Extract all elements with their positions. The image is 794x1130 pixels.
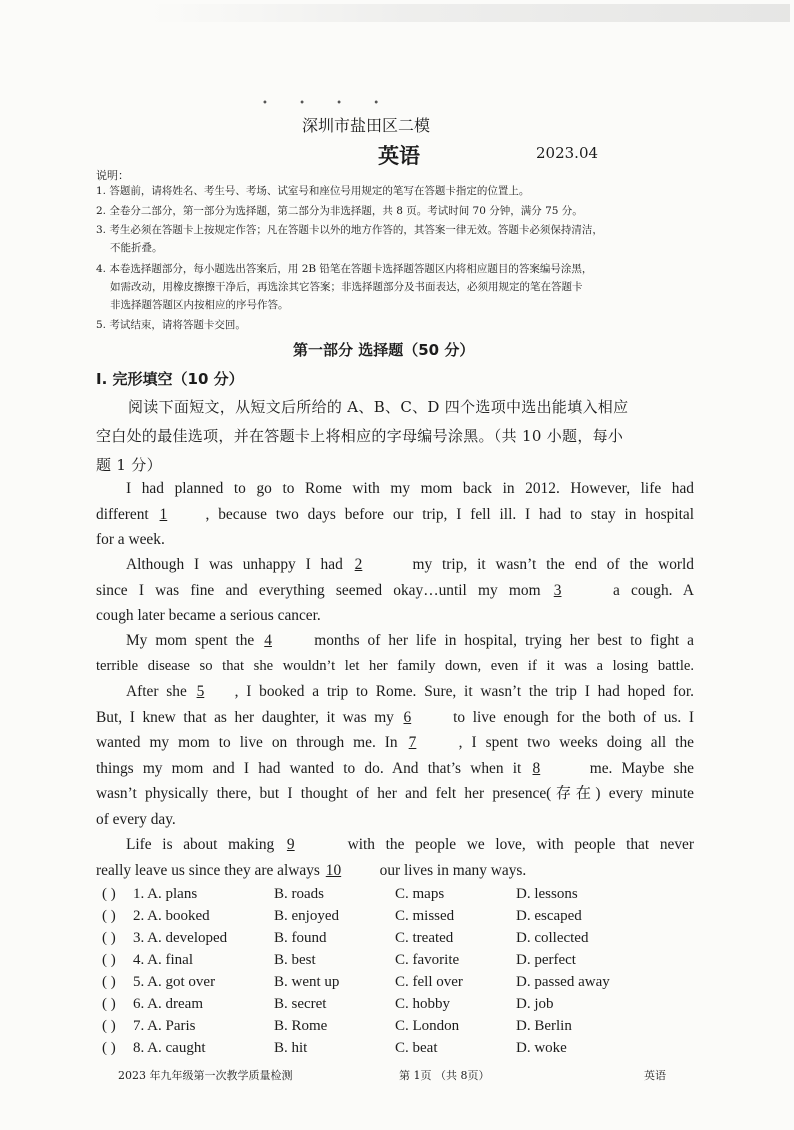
option-a: 1. A. plans	[133, 886, 198, 902]
option-b: B. found	[274, 930, 327, 946]
option-a: 7. A. Paris	[133, 1018, 196, 1034]
note-item: 4. 本卷选择题部分，每小题选出答案后，用 2B 铅笔在答题卡选择题答题区内将相应题目的答案编号涂黑，	[96, 263, 593, 275]
option-row	[96, 886, 696, 908]
option-d: D. job	[516, 996, 554, 1012]
passage-text: me. Maybe she	[589, 759, 694, 777]
blank-4: 4	[264, 632, 272, 649]
footer-page-number: 第 1页 （共 8页）	[399, 1069, 490, 1082]
option-d: D. lessons	[516, 886, 578, 902]
notes-heading: 说明：	[96, 169, 129, 182]
passage-text: , I booked a trip to Rome. Sure, it wasn’t the trip I had hoped for.	[234, 683, 694, 700]
answer-paren: ( )	[102, 908, 116, 924]
option-d: D. Berlin	[516, 1018, 572, 1034]
passage-line	[96, 756, 694, 782]
note-item: 如需改动，用橡皮擦擦干净后，再选涂其它答案；非选择题部分及书面表达，必须用规定的笔在答题卡	[110, 281, 583, 293]
option-c: C. treated	[395, 930, 454, 946]
instruction-line: 题 1 分）	[96, 456, 162, 474]
option-d: D. passed away	[516, 974, 610, 990]
option-b: B. hit	[274, 1040, 308, 1056]
passage-line	[96, 858, 694, 884]
blank-10: 10	[325, 861, 342, 879]
blank-6: 6	[403, 708, 412, 726]
option-c: C. favorite	[395, 952, 460, 968]
passage-line: wasn’t physically there, but I thought of her and felt her presence(存在) every minute	[96, 785, 694, 802]
passage-line	[96, 730, 694, 756]
blank-1: 1	[159, 505, 168, 523]
option-a: 5. A. got over	[133, 974, 216, 990]
exam-date: 2023.04	[536, 144, 599, 162]
blank-9: 9	[286, 836, 295, 853]
passage-line: of every day.	[96, 810, 176, 828]
answer-paren: ( )	[102, 952, 116, 968]
section-heading: I. 完形填空（10 分）	[96, 370, 244, 388]
footer-exam-name: 2023 年九年级第一次教学质量检测	[118, 1069, 293, 1082]
option-row	[96, 996, 696, 1018]
blank-8: 8	[532, 759, 541, 777]
note-item: 2. 全卷分二部分，第一部分为选择题，第二部分为非选择题，共 8 页。考试时间 70 分钟，满分 75 分。	[96, 205, 583, 217]
passage-line	[96, 679, 694, 705]
passage-line	[96, 502, 694, 528]
option-a: 6. A. dream	[133, 996, 203, 1012]
option-b: B. roads	[274, 886, 324, 902]
note-item: 3. 考生必须在答题卡上按规定作答；凡在答题卡以外的地方作答的，其答案一律无效。答题卡必须保持清洁，	[96, 224, 603, 236]
passage-text: a cough. A	[612, 581, 694, 599]
passage-paragraph	[96, 476, 694, 553]
passage-text: Although I was unhappy I had	[126, 556, 343, 573]
passage-line: for a week.	[96, 531, 165, 548]
passage-line	[96, 705, 694, 731]
option-c: C. London	[395, 1018, 460, 1034]
option-b: B. secret	[274, 996, 327, 1012]
option-c: C. beat	[395, 1040, 438, 1056]
scan-dots: • • • •	[262, 98, 394, 109]
option-c: C. missed	[395, 908, 455, 924]
option-a: 4. A. final	[133, 952, 193, 968]
part-heading: 第一部分 选择题（50 分）	[293, 341, 475, 359]
note-item: 5. 考试结束，请将答题卡交回。	[96, 319, 246, 331]
option-b: B. best	[274, 952, 316, 968]
option-d: D. collected	[516, 930, 589, 946]
note-item: 不能折叠。	[110, 242, 163, 254]
option-row	[96, 974, 696, 996]
passage-paragraph	[96, 552, 694, 629]
blank-5: 5	[196, 683, 205, 700]
option-a: 2. A. booked	[133, 908, 210, 924]
passage-text: to live enough for the both of us. I	[453, 708, 694, 726]
blank-2: 2	[354, 556, 363, 573]
passage-text: wanted my mom to live on through me. In	[96, 734, 398, 751]
passage-paragraph	[96, 628, 694, 679]
passage-line	[96, 552, 694, 578]
passage-text: months of her life in hospital, trying her best to fight a	[314, 632, 694, 649]
passage-text: , I spent two weeks doing all the	[458, 734, 694, 751]
passage-text: things my mom and I had wanted to do. And that’s when it	[96, 759, 522, 777]
scan-smudge	[150, 4, 790, 22]
passage-text: since I was fine and everything seemed okay…until my mom	[96, 581, 541, 599]
blank-3: 3	[553, 581, 562, 599]
option-row	[96, 952, 696, 974]
answer-paren: ( )	[102, 996, 116, 1012]
passage-line	[96, 628, 694, 654]
answer-paren: ( )	[102, 930, 116, 946]
passage-text: My mom spent the	[126, 632, 255, 649]
passage-line	[96, 578, 694, 604]
option-b: B. went up	[274, 974, 340, 990]
answer-paren: ( )	[102, 1040, 116, 1056]
option-row	[96, 908, 696, 930]
passage-line: I had planned to go to Rome with my mom back in 2012. However, life had	[126, 480, 694, 497]
passage-text: with the people we love, with people that never	[347, 836, 694, 853]
option-a: 8. A. caught	[133, 1040, 206, 1056]
blank-7: 7	[408, 734, 417, 751]
footer-subject: 英语	[644, 1069, 666, 1082]
answer-paren: ( )	[102, 1018, 116, 1034]
note-item: 1. 答题前，请将姓名、考生号、考场、试室号和座位号用规定的笔写在答题卡指定的位置上。	[96, 185, 530, 197]
passage-text: my trip, it wasn’t the end of the world	[412, 556, 695, 573]
passage-paragraph	[96, 832, 694, 883]
option-c: C. maps	[395, 886, 445, 902]
option-b: B. enjoyed	[274, 908, 339, 924]
option-row	[96, 1018, 696, 1040]
option-c: C. fell over	[395, 974, 463, 990]
option-a: 3. A. developed	[133, 930, 228, 946]
passage-text: Life is about making	[126, 836, 275, 853]
option-row	[96, 1040, 696, 1062]
instruction-line: 阅读下面短文，从短文后所给的 A、B、C、D 四个选项中选出能填入相应	[128, 398, 629, 416]
option-c: C. hobby	[395, 996, 451, 1012]
option-d: D. escaped	[516, 908, 582, 924]
answer-paren: ( )	[102, 886, 116, 902]
passage-text: , because two days before our trip, I fell ill. I had to stay in hospital	[205, 505, 694, 523]
answer-paren: ( )	[102, 974, 116, 990]
option-d: D. perfect	[516, 952, 576, 968]
passage-text: really leave us since they are always	[96, 861, 320, 879]
option-b: B. Rome	[274, 1018, 328, 1034]
exam-subject: 英语	[378, 144, 420, 168]
passage-line	[96, 832, 694, 858]
note-item: 非选择题答题区内按相应的序号作答。	[110, 299, 289, 311]
passage-text: After she	[126, 683, 187, 700]
instruction-line: 空白处的最佳选项，并在答题卡上将相应的字母编号涂黑。（共 10 小题，每小	[96, 427, 624, 445]
passage-paragraph	[96, 679, 694, 832]
passage-line: terrible disease so that she wouldn’t let her family down, even if it was a losing battle.	[96, 657, 694, 674]
passage-text: different	[96, 505, 149, 523]
option-d: D. woke	[516, 1040, 567, 1056]
option-row	[96, 930, 696, 952]
passage-text: our lives in many ways.	[379, 861, 527, 879]
exam-title: 深圳市盐田区二模	[302, 116, 431, 135]
passage-text: But, I knew that as her daughter, it was my	[96, 708, 394, 726]
passage-line: cough later became a serious cancer.	[96, 607, 321, 624]
